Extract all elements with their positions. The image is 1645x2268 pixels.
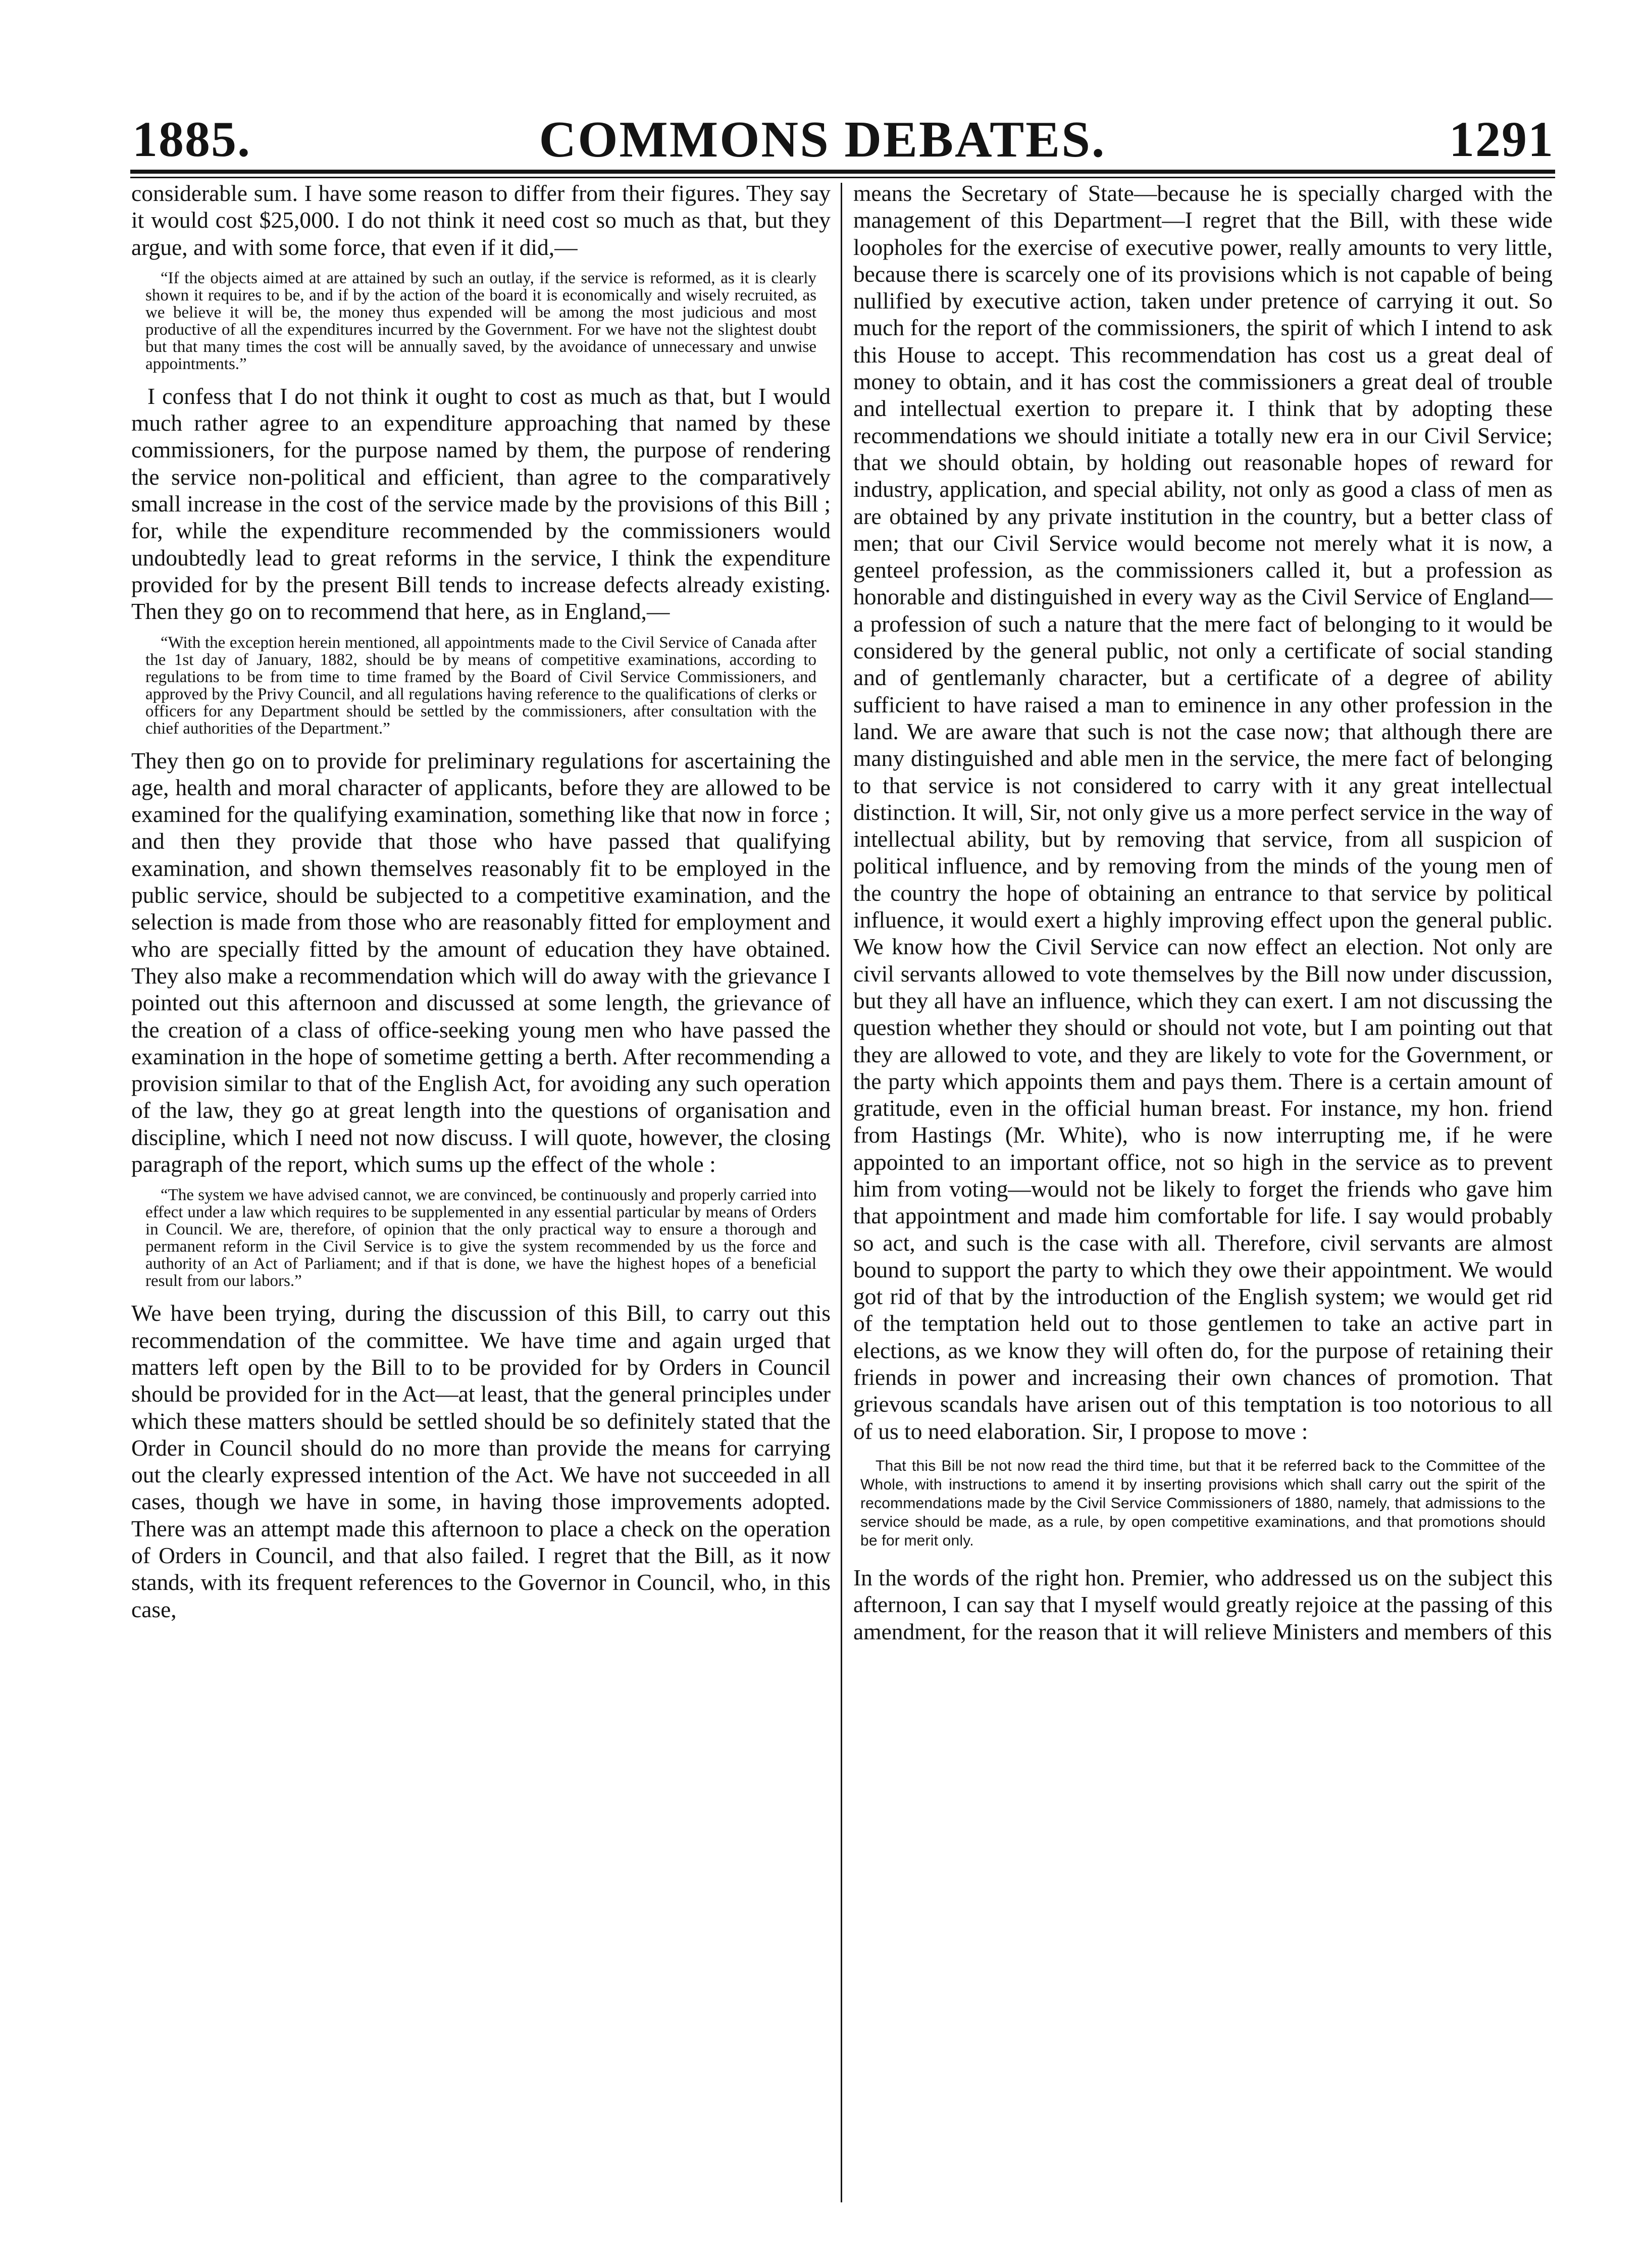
column-divider: [841, 183, 842, 2202]
header-year: 1885.: [132, 111, 251, 167]
left-quote-3: “The system we have advised cannot, we are convinced, be continuously and properly carried into effect under a law which requires to be supplemented in any essential particular by means of Orders in Council. We are, therefore, of opinion that the only practical way to ensure a thorough and permanent reform in the Civil Service is to give the system recommended by us the force and authority of an Act of Parliament; and if that is done, we have the highest hopes of a beneficial result from our labors.”: [145, 1186, 816, 1291]
header-page-number: 1291: [1449, 111, 1554, 167]
left-paragraph-1: considerable sum. I have some reason to differ from their figures. They say it would cost $25,000. I do not think it need cost so much as that, but they argue, and with some force, that even if it did,—: [131, 180, 831, 260]
left-paragraph-2: I confess that I do not think it ought to cost as much as that, but I would much rather agree to an expenditure approaching that named by these commissioners, for the purpose named by them, the purpose of rendering the service non-political and efficient, than agree to the comparatively small increase in the cost of the service made by the provisions of this Bill ; for, while the expenditure recommended by the commissioners would undoubtedly lead to great reforms in the service, I think the expenditure provided for by the present Bill tends to increase defects already existing. Then they go on to recommend that here, as in England,—: [131, 383, 831, 625]
left-paragraph-3: They then go on to provide for preliminary regulations for ascertaining the age, health and moral character of applicants, before they are allowed to be examined for the qualifying examination, something like that now in force ; and then they provide that those who have passed that qualifying examination, and shown themselves reasonably fit to be employed in the public service, should be subjected to a competitive examination, and the selection is made from those who are reasonably fitted for employment and who are specially fitted by the amount of education they have obtained. They also make a recommendation which will do away with the grievance I pointed out this afternoon and discussed at some length, the grievance of the creation of a class of office-seeking young men who have passed the examination in the hope of sometime getting a berth. After recommending a provision similar to that of the English Act, for avoiding any such operation of the law, they go at great length into the questions of organisation and discipline, which I need not now discuss. I will quote, however, the closing paragraph of the report, which sums up the effect of the whole :: [131, 747, 831, 1177]
page-header: [0, 110, 1645, 166]
right-motion-text: That this Bill be not now read the third time, but that it be referred back to the Committee of the Whole, with instructions to amend it by inserting provisions which shall carry out the spirit of the recommendations made by the Civil Service Commissioners of 1880, namely, that admissions to the service should be made, as a rule, by open competitive examinations, and that promotions should be for merit only.: [860, 1457, 1546, 1549]
header-title: COMMONS DEBATES.: [539, 111, 1106, 168]
header-rule-thin: [130, 177, 1555, 178]
header-rule-thick: [130, 170, 1555, 174]
left-quote-1: “If the objects aimed at are attained by such an outlay, if the service is reformed, as it is clearly shown it requires to be, and if by the action of the board it is economically and wisely recruited, as we believe it will be, the money thus expended will be among the most judicious and most productive of all the expenditures incurred by the Government. For we have not the slightest doubt but that many times the cost will be annually saved, by the avoidance of unnecessary and unwise appointments.”: [145, 269, 816, 373]
right-column: [853, 180, 1553, 1645]
left-paragraph-4: We have been trying, during the discussion of this Bill, to carry out this recommendation of the committee. We have time and again urged that matters left open by the Bill to to be provided for by Orders in Council should be provided for in the Act—at least, that the general principles under which these matters should be settled should be so definitely stated that the Order in Council should do no more than provide the means for carrying out the clearly expressed intention of the Act. We have not succeeded in all cases, though we have in some, in having those improvements adopted. There was an attempt made this afternoon to place a check on the operation of Orders in Council, and that also failed. I regret that the Bill, as it now stands, with its frequent references to the Governor in Council, who, in this case,: [131, 1300, 831, 1622]
right-paragraph-2: In the words of the right hon. Premier, who addressed us on the subject this afternoon, I can say that I myself would greatly rejoice at the passing of this amendment, for the reason that it will relieve Ministers and members of this: [853, 1564, 1553, 1644]
left-quote-2: “With the exception herein mentioned, all appointments made to the Civil Service of Canada after the 1st day of January, 1882, should be by means of competitive examinations, according to regulations to be from time to time framed by the Board of Civil Service Commissioners, and approved by the Privy Council, and all regulations having reference to the qualifications of clerks or officers for any Department should be settled by the commissioners, after consultation with the chief authorities of the Department.”: [145, 633, 816, 738]
right-paragraph-1: means the Secretary of State—because he is specially charged with the management of this Department—I regret that the Bill, with these wide loopholes for the exercise of executive power, really amounts to very little, because there is scarcely one of its provisions which is not capable of being nullified by executive action, taken under pretence of carrying it out. So much for the report of the commissioners, the spirit of which I intend to ask this House to accept. This recommendation has cost us a great deal of money to obtain, and it has cost the commissioners a great deal of trouble and intellectual exertion to prepare it. I think that by adopting these recommendations we should initiate a totally new era in our Civil Service; that we should obtain, by holding out reasonable hopes of reward for industry, application, and special ability, not only as good a class of men as are obtained by any private institution in the country, but a better class of men; that our Civil Service would become not merely what it is now, a genteel profession, as the commissioners called it, but a profession as honorable and distinguished in every way as the Civil Service of England—a profession of such a nature that the mere fact of belonging to it would be considered by the general public, not only a certificate of social standing and of gentlemanly character, but a certificate of a degree of ability sufficient to have raised a man to eminence in any other profession in the land. We are aware that such is not the case now; that although there are many distinguished and able men in the service, the mere fact of belonging to that service is not considered to carry with it any great intellectual distinction. It will, Sir, not only give us a more perfect service in the way of intellectual ability, but by removing that service, from all suspicion of political influence, and by removing from the minds of the young men of the country the hope of obtaining an entrance to that service by political influence, it would exert a highly improving effect upon the general public. We know how the Civil Service can now effect an election. Not only are civil servants allowed to vote themselves by the Bill now under discussion, but they all have an influence, which they can exert. I am not discussing the question whether they should or should not vote, but I am pointing out that they are allowed to vote, and they are likely to vote for the Government, or the party which appoints them and pays them. There is a certain amount of gratitude, even in the official human breast. For instance, my hon. friend from Hastings (Mr. White), who is now interrupting me, if he were appointed to an important office, not so high in the service as to prevent him from voting—would not be likely to forget the friends who gave him that appointment and made him comfortable for life. I say would probably so act, and such is the case with all. Therefore, civil servants are almost bound to support the party to which they owe their appointment. We would got rid of that by the introduction of the English system; we would get rid of the temptation held out to those gentlemen to take an active part in elections, as we know they will often do, for the purpose of retaining their friends in power and increasing their own chances of promotion. That grievous scandals have arisen out of this temptation is too notorious to all of us to need elaboration. Sir, I propose to move :: [853, 180, 1553, 1444]
left-column: [131, 180, 831, 1623]
